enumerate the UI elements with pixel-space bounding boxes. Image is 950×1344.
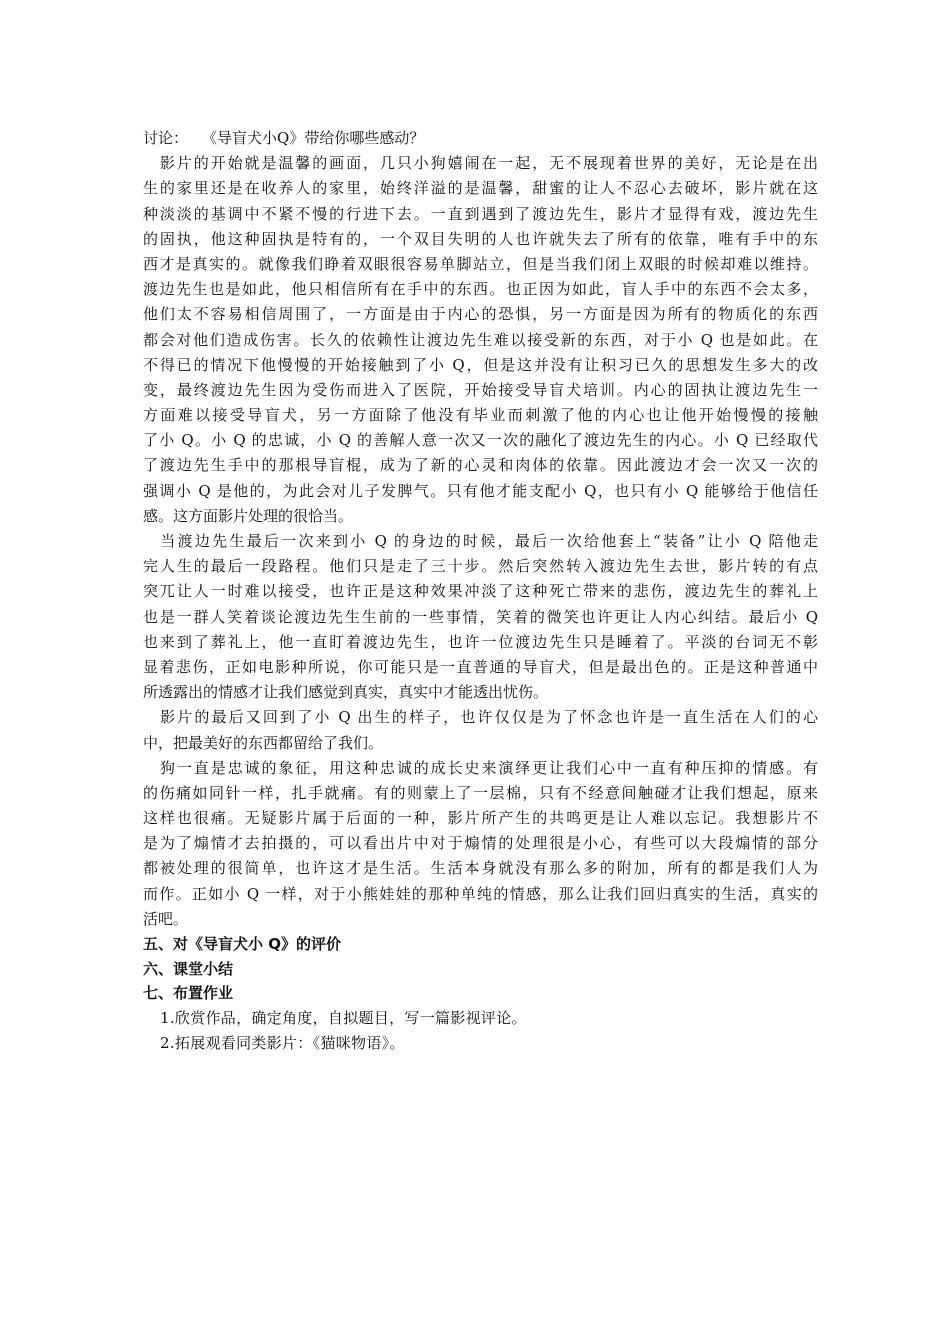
paragraph-line: 的固执，他这种固执是特有的，一个双目失明的人也许就失去了所有的依靠，唯有手中的东 bbox=[143, 229, 818, 248]
paragraph-line: 影片的最后又回到了小 Q 出生的样子，也许仅仅是为了怀念也许是一直生活在人们的心 bbox=[143, 708, 818, 727]
paragraph-line: 西才是真实的。就像我们睁着双眼很容易单脚站立，但是当我们闭上双眼的时候却难以维持。 bbox=[143, 254, 818, 273]
paragraph-line: 也是一群人笑着谈论渡边先生生前的一些事情，笑着的微笑也许更让人内心纠结。最后小 Q bbox=[143, 607, 818, 626]
paragraph-line: 当渡边先生最后一次来到小 Q 的身边的时候，最后一次给他套上“装备”让小 Q 陪他走 bbox=[143, 532, 818, 550]
section-heading-summary: 六、课堂小结 bbox=[143, 959, 234, 978]
paragraph-line: 种淡淡的基调中不紧不慢的行进下去。一直到遇到了渡边先生，影片才显得有戏，渡边先生 bbox=[143, 204, 818, 223]
homework-list bbox=[143, 1006, 818, 1056]
paragraph-line: 强调小 Q 是他的，为此会对儿子发脾气。只有他才能支配小 Q，也只有小 Q 能够给于他信任 bbox=[143, 481, 818, 500]
discussion-question: 《导盲犬小Q》带给你哪些感动？ bbox=[202, 129, 425, 147]
paragraph-line: 了渡边先生手中的那根导盲棍，成为了新的心灵和肉体的依靠。因此渡边才会一次又一次的 bbox=[143, 456, 818, 475]
paragraph-line: 的伤痛如同针一样，扎手就痛。有的则蒙上了一层棉，只有不经意间触碰才让我们想起，原来 bbox=[143, 783, 818, 802]
homework-item: 1.欣赏作品，确定角度，自拟题目，写一篇影视评论。 bbox=[160, 1008, 527, 1027]
paragraph-line: 中，把最美好的东西都留给了我们。 bbox=[143, 733, 384, 752]
paragraph-line: 他们太不容易相信周围了，一方面是由于内心的恐惧，另一方面是因为所有的物质化的东西 bbox=[143, 305, 818, 324]
paragraph-line: 不得已的情况下他慢慢的开始接触到了小 Q，但是这并没有让积习已久的思想发生多大的改 bbox=[143, 355, 818, 374]
paragraph-line: 活吧。 bbox=[143, 909, 189, 928]
paragraph-line: 了小 Q。小 Q 的忠诚，小 Q 的善解人意一次又一次的融化了渡边先生的内心。小 Q 已经取代 bbox=[143, 431, 818, 450]
discussion-line bbox=[143, 126, 818, 151]
paragraph-line: 而作。正如小 Q 一样，对于小熊娃娃的那种单纯的情感，那么让我们回归真实的生活，真实的 bbox=[143, 884, 818, 903]
paragraph-line: 影片的开始就是温馨的画面，几只小狗嬉闹在一起，无不展现着世界的美好，无论是在出 bbox=[143, 154, 818, 173]
paragraph-line: 也来到了葬礼上，他一直盯着渡边先生，也许一位渡边先生只是睡着了。平淡的台词无不彰 bbox=[143, 632, 818, 651]
paragraph-line: 方面难以接受导盲犬，另一方面除了他没有毕业而刺激了他的内心也让他开始慢慢的接触 bbox=[143, 406, 818, 425]
homework-item: 2.拓展观看同类影片：《猫咪物语》。 bbox=[160, 1033, 405, 1052]
discussion-label: 讨论： bbox=[143, 129, 189, 147]
paragraph-line: 都会对他们造成伤害。长久的依赖性让渡边先生难以接受新的东西，对于小 Q 也是如此。在 bbox=[143, 330, 818, 349]
section-heading-evaluation: 五、对《导盲犬小 Q》的评价 bbox=[143, 935, 341, 953]
document-page bbox=[143, 126, 818, 1056]
paragraph-opening bbox=[143, 151, 818, 529]
paragraph-loyalty bbox=[143, 756, 818, 932]
paragraph-line: 狗一直是忠诚的象征，用这种忠诚的成长史来演绎更让我们心中一直有种压抑的情感。有 bbox=[143, 758, 818, 777]
paragraph-line: 突兀让人一时难以接受，也许正是这种效果冲淡了这种死亡带来的悲伤，渡边先生的葬礼上 bbox=[143, 582, 818, 601]
paragraph-line: 生的家里还是在收养人的家里，始终洋溢的是温馨，甜蜜的让人不忍心去破坏，影片就在这 bbox=[143, 179, 818, 198]
paragraph-line: 这样也很痛。无疑影片属于后面的一种，影片所产生的共鸣更是让人难以忘记。我想影片不 bbox=[143, 809, 818, 828]
paragraph-line: 所透露出的情感才让我们感觉到真实，真实中才能透出忧伤。 bbox=[143, 683, 549, 702]
paragraph-line: 渡边先生也是如此，他只相信所有在手中的东西。也正因为如此，盲人手中的东西不会太多， bbox=[143, 280, 818, 299]
paragraph-line: 是为了煽情才去拍摄的，可以看出片中对于煽情的处理很是小心，有些可以大段煽情的部分 bbox=[143, 834, 818, 853]
paragraph-line: 感。这方面影片处理的很恰当。 bbox=[143, 506, 354, 525]
section-heading-homework: 七、布置作业 bbox=[143, 984, 234, 1002]
paragraph-line: 变，最终渡边先生因为受伤而进入了医院，开始接受导盲犬培训。内心的固执让渡边先生一 bbox=[143, 380, 818, 399]
paragraph-line: 显着悲伤，正如电影种所说，你可能只是一直普通的导盲犬，但是最出色的。正是这种普通中 bbox=[143, 657, 818, 676]
paragraph-line: 都被处理的很简单，也许这才是生活。生活本身就没有那么多的附加，所有的都是我们人为 bbox=[143, 859, 818, 878]
paragraph-ending bbox=[143, 529, 818, 705]
paragraph-return bbox=[143, 705, 818, 755]
paragraph-line: 完人生的最后一段路程。他们只是走了三十步。然后突然转入渡边先生去世，影片转的有点 bbox=[143, 557, 818, 576]
